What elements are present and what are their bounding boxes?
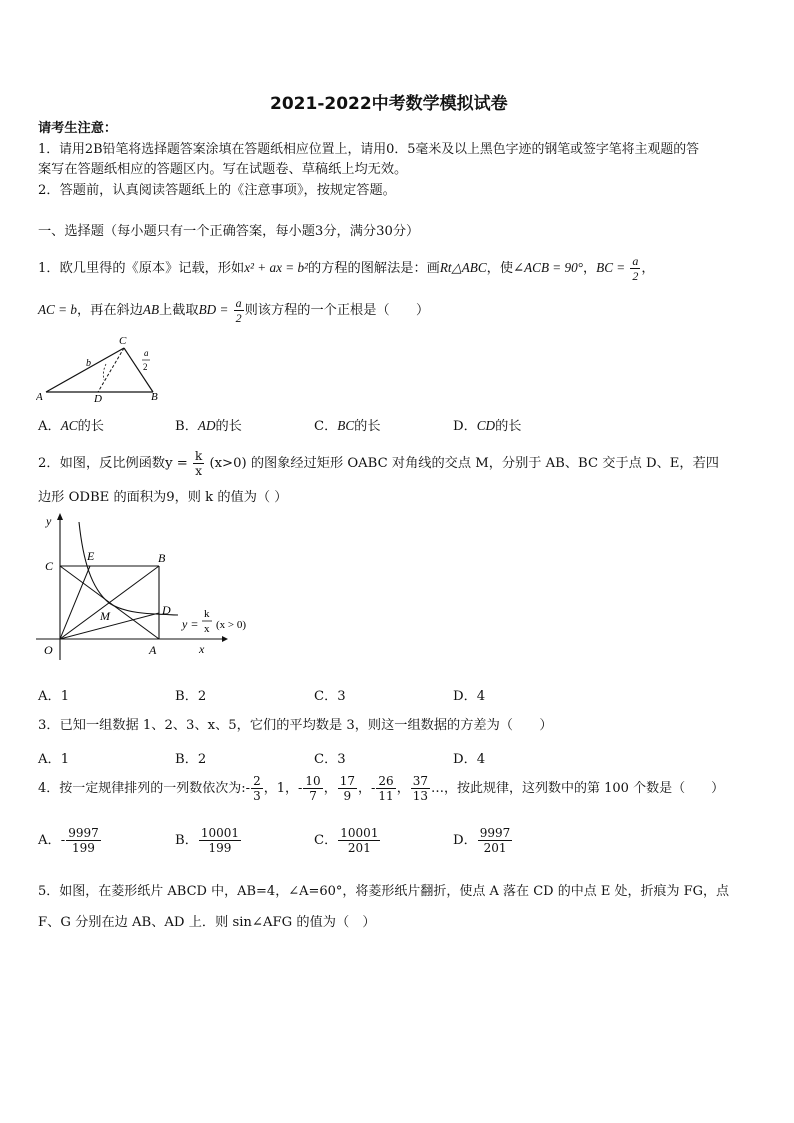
- q2-fig-label-d: D: [162, 603, 171, 617]
- q2-fig-func-x: x: [204, 623, 210, 635]
- q4-seq3-sign: -: [298, 781, 303, 796]
- q2-fig-axis-y: y: [46, 514, 52, 528]
- q2-fig-func-condition: (x > 0): [216, 619, 247, 631]
- q2-fraction-kx: [193, 449, 204, 478]
- question-3-text: 3．已知一组数据 1、2、3、x、5，它们的平均数是 3，则这一组数据的方差为（ ）: [38, 718, 553, 733]
- q2-fig-label-e: E: [87, 549, 95, 563]
- q1-text-a: 1．欧几里得的《原本》记载，形如: [38, 261, 245, 276]
- q4-option-c-num: 10001: [340, 826, 379, 840]
- section-heading: 一、选择题（每小题只有一个正确答案，每小题3分，满分30分）: [38, 224, 420, 239]
- q4-option-b-frac: [199, 826, 241, 855]
- q4-seq5-sign: -: [371, 781, 376, 796]
- q3-option-a[interactable]: A．1: [38, 752, 70, 767]
- q1-option-b-suffix: 的长: [215, 419, 242, 434]
- question-1-line1: [38, 254, 655, 283]
- q4-text-b: …，按此规律，这列数中的第 100 个数是（ ）: [431, 781, 725, 796]
- q1-fig-label-a-side: a: [144, 348, 149, 358]
- q3-option-b[interactable]: B．2: [175, 752, 207, 767]
- q2-fig-func-y: y =: [182, 617, 199, 631]
- q4-seq3-den: 7: [303, 788, 322, 803]
- q4-seq3-num: 10: [305, 774, 321, 788]
- q1-bd: BD =: [198, 302, 229, 317]
- q4-option-a-num: 9997: [68, 826, 99, 840]
- notice-line1b: 案写在答题纸相应的答题区内。写在试题卷、草稿纸上均无效。: [38, 162, 408, 177]
- q2-fig-label-b: B: [158, 551, 166, 565]
- q4-seq5: [376, 774, 395, 803]
- q4-option-c-label: C．: [314, 833, 338, 848]
- q4-option-b-num: 10001: [200, 826, 240, 840]
- q1-option-a-suffix: 的长: [77, 419, 104, 434]
- q1-option-b-label: B．: [175, 419, 198, 434]
- q4-seq5-den: 11: [378, 789, 394, 803]
- q1-frac2-num: a: [235, 296, 242, 310]
- q3-option-c[interactable]: C．3: [314, 752, 346, 767]
- question-1-line2: [38, 296, 429, 325]
- q1-fig-label-d: D: [94, 393, 102, 402]
- q3-option-d[interactable]: D．4: [453, 752, 486, 767]
- question-4-text: 4．按一定规律排列的一列数依次为:- $\frac{2}{3}$ ，1，- $\frac{10}{7}$ ， $\frac{17}{9}$ ，- $\frac{26}{11}$ ， $\frac{37}{13}$ …，按此规律，这列数中的第 100 个数是（ ）: [38, 774, 725, 803]
- q1-option-c-label: C．: [314, 419, 338, 434]
- q1-text-h: 则该方程的一个正根是（ ）: [244, 303, 430, 318]
- q2-frac-k: k: [194, 449, 203, 463]
- q2-fig-label-o: O: [44, 643, 53, 657]
- q1-fig-label-c: C: [119, 335, 127, 347]
- q2-fig-func-k: k: [204, 608, 210, 620]
- q2-fig-label-c: C: [45, 559, 54, 573]
- q1-equation: x² + ax = b²: [244, 260, 308, 275]
- q1-fraction-a2: [630, 254, 640, 283]
- q4-option-a-den: 199: [66, 840, 101, 855]
- q1-option-b[interactable]: [175, 415, 242, 434]
- q4-option-a[interactable]: [38, 826, 102, 855]
- q4-seq5-num: 26: [378, 774, 394, 788]
- q2-fig-label-m: M: [100, 609, 110, 623]
- q4-option-b-label: B．: [175, 833, 198, 848]
- q1-fig-label-a: A: [36, 391, 43, 402]
- question-5-line1: 5．如图，在菱形纸片 ABCD 中，AB=4，∠A=60°，将菱形纸片翻折，使点 A 落在 CD 的中点 E 处，折痕为 FG，点: [38, 884, 729, 899]
- q4-seq4-num: 17: [339, 774, 355, 788]
- q4-seq4-den: 9: [338, 788, 357, 803]
- q1-option-c-suffix: 的长: [354, 419, 381, 434]
- question-5-line2: F、G 分别在边 AB、AD 上．则 sin∠AFG 的值为（ ）: [38, 915, 376, 930]
- q2-frac-x: x: [193, 463, 204, 478]
- q2-rectangle-figure: [36, 510, 266, 662]
- q1-angle: ACB = 90°: [524, 260, 583, 275]
- q1-option-a-var: AC: [60, 418, 78, 433]
- q1-frac-den: 2: [632, 269, 639, 283]
- q1-option-d-suffix: 的长: [495, 419, 522, 434]
- q1-text-g: 上截取: [159, 303, 199, 318]
- q1-option-b-var: AD: [197, 418, 216, 433]
- q4-option-b[interactable]: [175, 826, 242, 855]
- q1-bc: BC =: [596, 260, 626, 275]
- q1-fig-label-two: 2: [143, 362, 148, 372]
- q2-fig-label-a: A: [149, 643, 157, 657]
- q1-text-e: ，: [641, 261, 655, 276]
- q4-option-d-num: 9997: [479, 826, 511, 840]
- q1-ab: AB: [142, 302, 160, 317]
- question-2-line2: 边形 ODBE 的面积为9，则 k 的值为（ ）: [38, 490, 288, 505]
- q1-fraction-a2-second: [234, 296, 244, 325]
- q2-option-c[interactable]: C．3: [314, 689, 346, 704]
- q1-text-b: 的方程的图解法是：画: [308, 261, 440, 276]
- q1-option-d-var: CD: [476, 418, 496, 433]
- q1-option-c[interactable]: [314, 415, 381, 434]
- question-2-line1: [38, 449, 719, 478]
- q4-option-a-label: A．: [38, 833, 61, 848]
- q1-option-d[interactable]: [453, 415, 521, 434]
- q4-seq6-num: 37: [412, 774, 428, 788]
- q1-ac: AC = b: [38, 302, 77, 317]
- q1-text-f: ，再在斜边: [76, 303, 143, 318]
- q1-frac2-den: 2: [235, 311, 242, 325]
- q4-seq1-sign: -: [245, 781, 251, 796]
- q4-seq6: [411, 774, 430, 803]
- q2-text-b: (x>0) 的图象经过矩形 OABC 对角线的交点 M，分别于 AB、BC 交于点 D、E，若四: [209, 456, 719, 471]
- q4-option-b-den: 199: [199, 840, 241, 855]
- q4-seq3: [303, 774, 322, 803]
- q1-option-a-label: A．: [38, 419, 61, 434]
- q4-option-d-den: 201: [478, 840, 513, 855]
- q4-option-a-sign: -: [60, 833, 66, 848]
- q1-option-c-var: BC: [337, 418, 355, 433]
- q1-fig-label-b-side: b: [86, 358, 91, 369]
- q4-text-a: 4．按一定规律排列的一列数依次为:: [38, 781, 246, 796]
- q2-fig-axis-x: x: [199, 642, 205, 656]
- notice-heading: 请考生注意：: [38, 121, 118, 136]
- q1-triangle-figure: [36, 334, 166, 402]
- q2-func-y: y =: [165, 456, 188, 471]
- q2-option-a[interactable]: A．1: [38, 689, 70, 704]
- q1-option-d-label: D．: [453, 419, 477, 434]
- notice-line1a: 1．请用2B铅笔将选择题答案涂填在答题纸相应位置上，请用0．5毫米及以上黑色字迹的钢笔或签字笔将主观题的答: [38, 142, 700, 157]
- q4-seq4: [338, 774, 357, 803]
- q4-seq1: [251, 774, 263, 803]
- q1-text-c: ，使∠: [486, 261, 525, 276]
- q2-text-a: 2．如图，反比例函数: [38, 456, 166, 471]
- q4-seq2: 1: [276, 781, 285, 796]
- q4-option-d[interactable]: [453, 826, 513, 855]
- q4-option-c-den: 201: [338, 840, 380, 855]
- q2-option-b[interactable]: B．2: [175, 689, 207, 704]
- q1-frac-num: a: [632, 254, 639, 268]
- q2-option-d[interactable]: D．4: [453, 689, 486, 704]
- q1-fig-label-b: B: [151, 391, 158, 402]
- notice-line2: 2．答题前，认真阅读答题纸上的《注意事项》，按规定答题。: [38, 183, 396, 198]
- q4-option-c-frac: [338, 826, 380, 855]
- q4-option-c[interactable]: [314, 826, 381, 855]
- q4-seq1-den: 3: [253, 789, 261, 803]
- q4-option-d-label: D．: [453, 833, 477, 848]
- page-title: 2021-2022中考数学模拟试卷: [270, 94, 508, 114]
- q4-seq1-num: 2: [253, 774, 261, 788]
- q1-text-d: ，: [582, 261, 597, 276]
- q1-option-a[interactable]: [38, 415, 104, 434]
- q4-seq6-den: 13: [412, 789, 428, 803]
- q4-option-a-frac: [66, 826, 101, 855]
- q1-triangle: Rt△ABC: [439, 260, 487, 275]
- q4-option-d-frac: [478, 826, 513, 855]
